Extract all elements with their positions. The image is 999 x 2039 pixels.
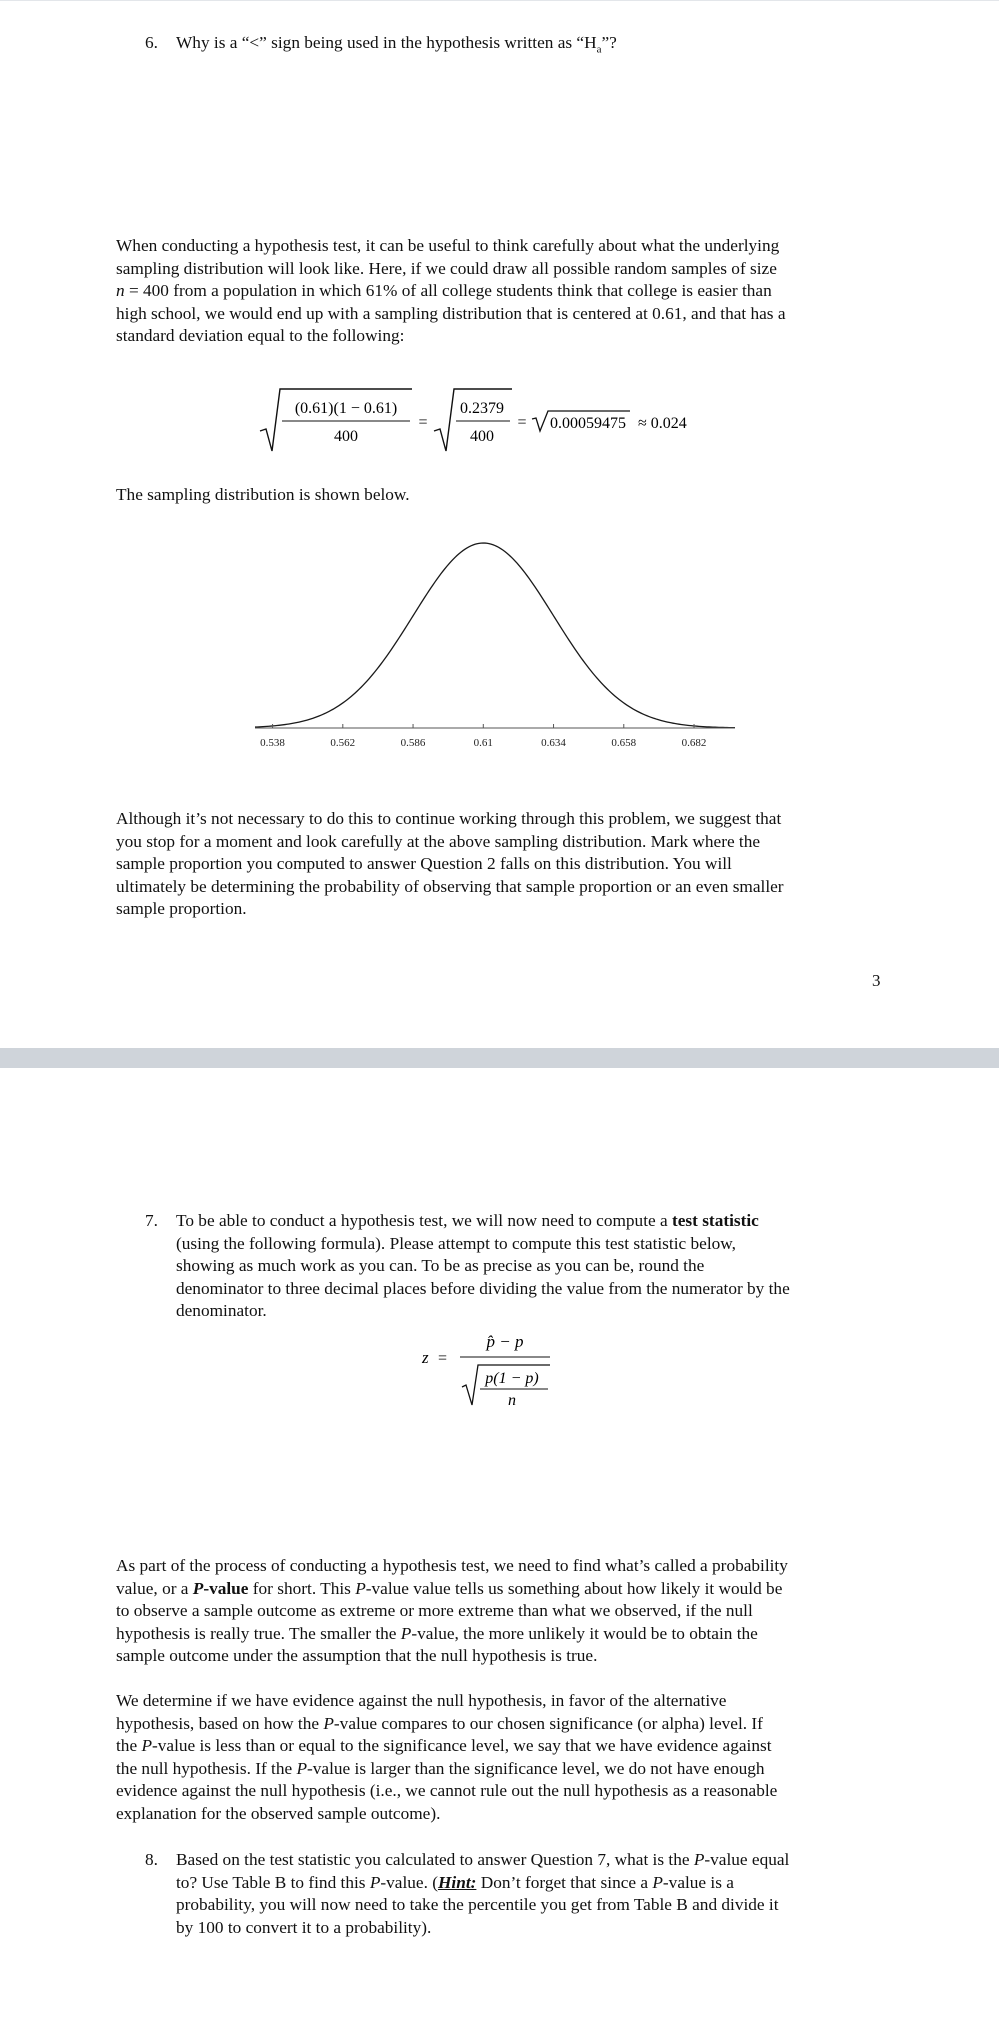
p-value-paragraph: As part of the process of conducting a hypothesis test, we need to find what’s called a probability value, or a P-value for short. This P-value value tells us something about how likely it would be to observe a sample outcome as extreme or more extreme than what we observed, if the null hypothesis is really true. The smaller the P-value, the more unlikely it would be to obtain the sample outcome under the assumption that the null hypothesis is true. [116,1556,788,1665]
sd-den1: 400 [334,428,358,445]
document-page-2 [0,1068,999,2039]
x-tick-label: 0.61 [473,737,493,749]
suggestion-paragraph: Although it’s not necessary to do this to continue working through this problem, we suggest that you stop for a moment and look carefully at the above sampling distribution. Mark where the sample proportion you computed to answer Question 2 falls on this distribution. You will ultimately be determining the probability of observing that sample proportion or an even smaller sample proportion. [116,809,784,918]
z-den-denominator: n [508,1392,516,1409]
sd-eq2: = [517,414,527,431]
sd-num1: (0.61)(1 − 0.61) [294,400,398,417]
z-den-numerator: p(1 − p) [485,1370,539,1387]
sampling-distribution-paragraph: When conducting a hypothesis test, it can be useful to think carefully about what the underlying sampling distribution will look like. Here, if we could draw all possible random samples of size n = 400 from a population in which 61% of all college students think that college is easier than high school, we would end up with a sampling distribution that is centered at 0.61, and that has a standard deviation equal to the following: [116,236,786,345]
page-number: 3 [872,971,881,990]
sd-approx: ≈ 0.024 [638,415,687,432]
question-8-text: Based on the test statistic you calculated to answer Question 7, what is the P-value equal to? Use Table B to find this P-value. (Hint: Don’t forget that since a P-value is a probability, you will now need to take the percentile you get from Table B and divide it by 100 to convert it to a probability). [176,1850,790,1937]
sd-den2: 400 [470,428,494,445]
evidence-paragraph: We determine if we have evidence against the null hypothesis, in favor of the alternative hypothesis, based on how the P-value compares to our chosen significance (or alpha) level. If the P-value is less than or equal to the significance level, we say that we have evidence against the null hypothesis. If the P-value is larger than the significance level, we do not have enough evidence against the null hypothesis (i.e., we cannot rule out the null hypothesis as a reasonable explanation for the observed sample outcome). [116,1691,778,1823]
question-7-number: 7. [145,1211,158,1230]
sd-sqrt3: 0.00059475 [550,415,626,432]
z-test-statistic-formula [420,1321,580,1411]
distribution-shown-text: The sampling distribution is shown below. [116,485,410,504]
x-tick-label: 0.562 [330,737,356,749]
page-separator [0,1048,999,1068]
question-6-number: 6. [145,33,158,52]
standard-deviation-formula [258,385,718,455]
question-7-text: To be able to conduct a hypothesis test, we will now need to compute a test statistic (using the following formula). Please attempt to compute this test statistic below, showing as much work as you can. To be as precise as you can be, round the denominator to three decimal places before dividing the value from the numerator by the denominator. [176,1211,790,1320]
sampling-distribution-chart [255,525,735,757]
question-6-text: Why is a “<” sign being used in the hypothesis written as “$H_a$”? [176,33,617,56]
sd-num2: 0.2379 [460,400,504,417]
question-8-number: 8. [145,1850,158,1869]
x-tick-label: 0.658 [611,737,637,749]
x-tick-label: 0.586 [400,737,426,749]
z-equals: = [438,1350,448,1367]
sd-eq1: = [418,414,428,431]
x-tick-label: 0.634 [541,737,566,749]
z-numerator: p̂ − p [486,1332,524,1351]
x-tick-label: 0.682 [681,737,707,749]
normal-curve [255,543,735,728]
z-variable: z [422,1348,429,1367]
x-tick-label: 0.538 [260,737,285,749]
